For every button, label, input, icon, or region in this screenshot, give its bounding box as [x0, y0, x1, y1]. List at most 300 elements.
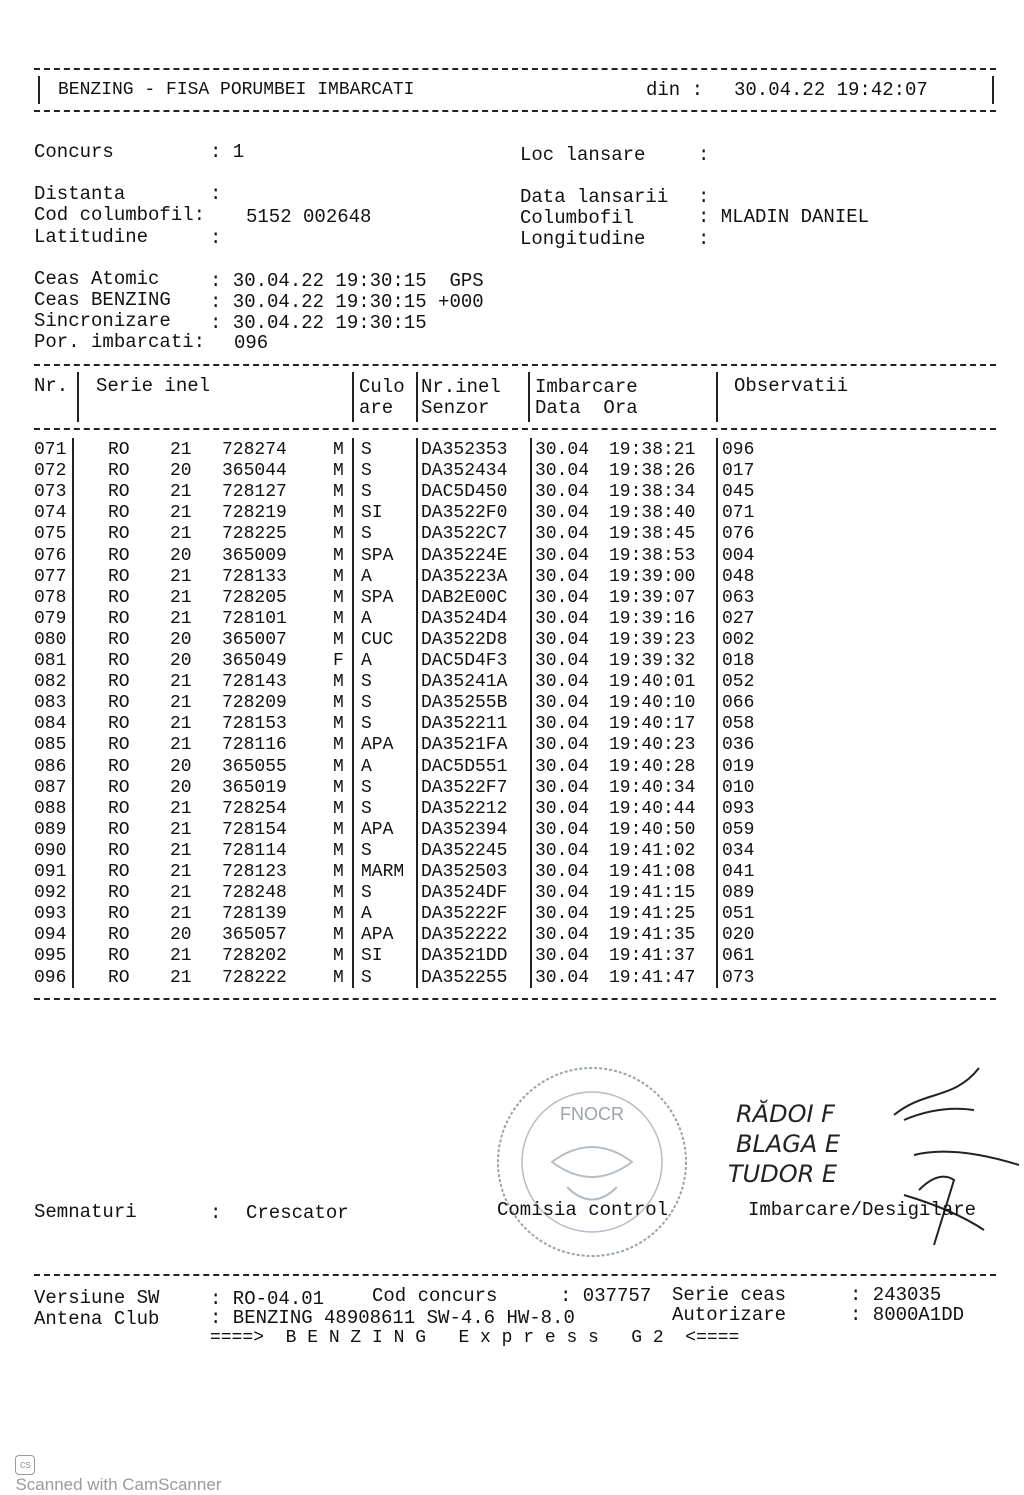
- cell-yr: 21: [170, 735, 192, 756]
- cell-cul: S: [361, 461, 372, 482]
- cell-ora: 19:40:50: [609, 819, 696, 840]
- cell-data: 30.04: [535, 714, 590, 735]
- cell-cul: MARM: [361, 862, 405, 882]
- cell-yr: 20: [170, 756, 192, 777]
- cell-sx: M: [333, 840, 344, 861]
- table-top-border: [34, 364, 996, 366]
- cell-ora: 19:38:40: [609, 503, 696, 524]
- cell-cul: S: [361, 524, 372, 545]
- cell-obs: 066: [722, 693, 755, 714]
- data-lansarii-value: :: [698, 186, 710, 208]
- cell-senzor: DA3521FA: [421, 735, 508, 756]
- cell-data: 30.04: [535, 608, 590, 629]
- header-datetime: 30.04.22 19:42:07: [734, 79, 928, 101]
- antena-club-value: : BENZING 48908611 SW-4.6 HW-8.0: [210, 1307, 575, 1329]
- table-row: [0, 630, 1024, 651]
- table-row: [0, 672, 1024, 693]
- cell-cul: S: [361, 693, 372, 714]
- cell-senzor: DA35222F: [421, 904, 508, 925]
- col-sep-culoare: [352, 372, 354, 422]
- cell-obs: 051: [722, 904, 755, 925]
- cell-cul: APA: [361, 735, 394, 756]
- cell-cul: S: [361, 440, 372, 460]
- cell-cul: S: [361, 714, 372, 735]
- cell-ora: 19:40:28: [609, 756, 696, 777]
- cell-ora: 19:39:16: [609, 608, 696, 629]
- col-sep-observatii: [716, 372, 718, 422]
- table-row: [0, 588, 1024, 609]
- cell-obs: 096: [722, 440, 755, 460]
- cell-obs: 073: [722, 967, 755, 988]
- header-top-border: [34, 68, 996, 70]
- cell-yr: 21: [170, 883, 192, 904]
- comisia-control-label: Comisia control: [497, 1199, 669, 1221]
- cell-sx: M: [333, 693, 344, 714]
- cell-ro: RO: [108, 503, 130, 524]
- cell-num: 365009: [222, 545, 287, 566]
- cell-num: 365057: [222, 925, 287, 946]
- cell-cul: CUC: [361, 629, 394, 650]
- cell-cul: APA: [361, 819, 394, 840]
- cell-yr: 21: [170, 967, 192, 988]
- cell-num: 728153: [222, 714, 287, 735]
- cell-sx: M: [333, 714, 344, 735]
- cell-obs: 061: [722, 946, 755, 967]
- cell-yr: 20: [170, 629, 192, 650]
- cell-senzor: DA35224E: [421, 545, 508, 566]
- cell-data: 30.04: [535, 693, 590, 714]
- cell-senzor: DA35241A: [421, 672, 508, 693]
- cell-ro: RO: [108, 440, 130, 460]
- cell-nr: 084: [34, 714, 67, 735]
- cell-obs: 027: [722, 608, 755, 629]
- table-row: [0, 778, 1024, 799]
- longitudine-label: Longitudine: [520, 228, 646, 250]
- cell-nr: 077: [34, 566, 67, 587]
- cell-sx: M: [333, 672, 344, 693]
- cell-ora: 19:41:47: [609, 967, 696, 988]
- cell-sx: M: [333, 883, 344, 904]
- loc-lansare-value: :: [698, 144, 710, 166]
- cell-nr: 089: [34, 819, 67, 840]
- cell-num: 728139: [222, 904, 287, 925]
- cell-senzor: DA352434: [421, 461, 508, 482]
- cell-ro: RO: [108, 566, 130, 587]
- cell-yr: 20: [170, 651, 192, 671]
- table-row: [0, 482, 1024, 503]
- cell-num: 728254: [222, 798, 287, 819]
- por-imbarcati-value: 096: [234, 332, 269, 354]
- cell-nr: 075: [34, 524, 67, 545]
- cell-nr: 079: [34, 608, 67, 629]
- data-lansarii-label: Data lansarii: [520, 186, 669, 208]
- cell-ro: RO: [108, 819, 130, 840]
- stamp-text: FNOCR: [560, 1104, 624, 1124]
- cell-obs: 048: [722, 566, 755, 587]
- cell-yr: 21: [170, 524, 192, 545]
- cell-senzor: DA352394: [421, 819, 508, 840]
- cell-data: 30.04: [535, 524, 590, 545]
- cell-obs: 071: [722, 503, 755, 524]
- cell-ora: 19:40:17: [609, 714, 696, 735]
- table-row: [0, 968, 1024, 989]
- table-row: [0, 735, 1024, 756]
- columbofil-value: : MLADIN DANIEL: [698, 206, 870, 228]
- cell-senzor: DA352222: [421, 925, 508, 946]
- cell-ora: 19:39:23: [609, 629, 696, 650]
- cell-ora: 19:40:01: [609, 672, 696, 693]
- semnaturi-colon: :: [210, 1202, 222, 1224]
- cell-nr: 071: [34, 440, 67, 460]
- cell-yr: 20: [170, 461, 192, 482]
- cell-obs: 019: [722, 756, 755, 777]
- sincronizare-label: Sincronizare: [34, 310, 171, 332]
- cell-ora: 19:38:53: [609, 545, 696, 566]
- cell-yr: 21: [170, 566, 192, 587]
- cell-obs: 093: [722, 798, 755, 819]
- cell-cul: S: [361, 672, 372, 693]
- cell-ro: RO: [108, 756, 130, 777]
- cell-yr: 20: [170, 777, 192, 798]
- cell-sx: M: [333, 777, 344, 798]
- sig-blaga: BLAGA E: [736, 1130, 841, 1158]
- cell-nr: 094: [34, 925, 67, 946]
- cell-data: 30.04: [535, 651, 590, 671]
- cell-nr: 074: [34, 503, 67, 524]
- cod-concurs-value: : 037757: [560, 1285, 652, 1307]
- cell-ro: RO: [108, 545, 130, 566]
- camscanner-watermark: [6, 1434, 221, 1495]
- col-sep-imbarcare: [528, 372, 530, 422]
- cell-ro: RO: [108, 482, 130, 503]
- cell-yr: 21: [170, 819, 192, 840]
- cell-ro: RO: [108, 714, 130, 735]
- cell-sx: M: [333, 566, 344, 587]
- cell-sx: M: [333, 798, 344, 819]
- cell-sx: M: [333, 756, 344, 777]
- col-header-nr: Nr.: [34, 375, 69, 397]
- cell-num: 728133: [222, 566, 287, 587]
- cell-sx: M: [333, 440, 344, 460]
- cell-ora: 19:38:45: [609, 524, 696, 545]
- distanta-value: :: [210, 183, 222, 205]
- cell-ora: 19:41:15: [609, 883, 696, 904]
- footer-top-border: [34, 1274, 996, 1276]
- cell-data: 30.04: [535, 925, 590, 946]
- cell-cul: A: [361, 904, 372, 925]
- cell-ro: RO: [108, 946, 130, 967]
- cell-obs: 017: [722, 461, 755, 482]
- cell-cul: S: [361, 967, 372, 988]
- cell-cul: SPA: [361, 545, 394, 566]
- longitudine-value: :: [698, 228, 710, 250]
- cell-nr: 088: [34, 798, 67, 819]
- cell-yr: 21: [170, 862, 192, 882]
- cell-nr: 092: [34, 883, 67, 904]
- cell-ro: RO: [108, 904, 130, 925]
- cell-sx: M: [333, 629, 344, 650]
- cell-obs: 020: [722, 925, 755, 946]
- cell-ro: RO: [108, 461, 130, 482]
- cell-sx: M: [333, 482, 344, 503]
- cell-obs: 041: [722, 862, 755, 882]
- cell-yr: 21: [170, 482, 192, 503]
- cell-senzor: DAC5D551: [421, 756, 508, 777]
- cell-ro: RO: [108, 587, 130, 608]
- cell-nr: 085: [34, 735, 67, 756]
- col-header-serie: Serie inel: [96, 375, 211, 397]
- loc-lansare-label: Loc lansare: [520, 144, 646, 166]
- cell-yr: 20: [170, 545, 192, 566]
- cell-num: 728116: [222, 735, 287, 756]
- cell-nr: 093: [34, 904, 67, 925]
- cell-obs: 076: [722, 524, 755, 545]
- ceas-atomic-value: : 30.04.22 19:30:15 GPS: [210, 270, 484, 292]
- cell-cul: A: [361, 566, 372, 587]
- cell-nr: 078: [34, 587, 67, 608]
- ceas-benzing-label: Ceas BENZING: [34, 289, 171, 311]
- cell-num: 728123: [222, 862, 287, 882]
- cell-cul: S: [361, 482, 372, 503]
- col-header-nrinel-2: Senzor: [421, 397, 490, 419]
- table-row: [0, 883, 1024, 904]
- cell-ora: 19:38:26: [609, 461, 696, 482]
- cell-num: 728154: [222, 819, 287, 840]
- cell-senzor: DA352212: [421, 798, 508, 819]
- cell-obs: 063: [722, 587, 755, 608]
- cell-ora: 19:38:34: [609, 482, 696, 503]
- cell-ro: RO: [108, 862, 130, 882]
- cell-num: 365019: [222, 777, 287, 798]
- latitudine-label: Latitudine: [34, 226, 149, 248]
- cod-columbofil-value: 5152 002648: [246, 206, 372, 228]
- cell-num: 365049: [222, 651, 287, 671]
- table-row: [0, 524, 1024, 545]
- cell-ora: 19:41:37: [609, 946, 696, 967]
- antena-club-label: Antena Club: [34, 1308, 160, 1330]
- table-row: [0, 651, 1024, 672]
- cell-num: 365055: [222, 756, 287, 777]
- cell-ora: 19:41:08: [609, 862, 696, 882]
- cell-ora: 19:40:10: [609, 693, 696, 714]
- cell-yr: 21: [170, 440, 192, 460]
- cell-ro: RO: [108, 798, 130, 819]
- cell-ora: 19:39:07: [609, 587, 696, 608]
- cell-ro: RO: [108, 672, 130, 693]
- cell-sx: F: [333, 651, 344, 671]
- cell-nr: 082: [34, 672, 67, 693]
- serie-ceas-value: : 243035: [850, 1284, 942, 1306]
- cell-senzor: DA3522F7: [421, 777, 508, 798]
- official-stamp: [492, 1062, 692, 1262]
- table-row: [0, 440, 1024, 461]
- col-header-imbarcare-1: Imbarcare: [535, 376, 638, 398]
- col-header-nrinel-1: Nr.inel: [421, 376, 501, 398]
- table-row: [0, 925, 1024, 946]
- cell-ora: 19:40:34: [609, 777, 696, 798]
- cell-senzor: DAC5D450: [421, 482, 508, 503]
- cell-senzor: DA3522F0: [421, 503, 508, 524]
- cell-data: 30.04: [535, 946, 590, 967]
- cell-sx: M: [333, 587, 344, 608]
- table-row: [0, 799, 1024, 820]
- cell-cul: A: [361, 608, 372, 629]
- table-row: [0, 503, 1024, 524]
- cell-senzor: DA352211: [421, 714, 508, 735]
- cell-sx: M: [333, 904, 344, 925]
- cell-obs: 058: [722, 714, 755, 735]
- cell-cul: A: [361, 756, 372, 777]
- cell-data: 30.04: [535, 904, 590, 925]
- ceas-benzing-value: : 30.04.22 19:30:15 +000: [210, 291, 484, 313]
- cell-cul: S: [361, 840, 372, 861]
- cell-senzor: DAB2E00C: [421, 587, 508, 608]
- table-row: [0, 841, 1024, 862]
- cell-nr: 090: [34, 840, 67, 861]
- cell-yr: 20: [170, 925, 192, 946]
- cell-ora: 19:41:25: [609, 904, 696, 925]
- columbofil-label: Columbofil: [520, 207, 635, 229]
- table-row: [0, 820, 1024, 841]
- cell-ora: 19:41:02: [609, 840, 696, 861]
- crescator-label: Crescator: [246, 1202, 349, 1224]
- cell-obs: 045: [722, 482, 755, 503]
- cell-nr: 076: [34, 545, 67, 566]
- cell-data: 30.04: [535, 566, 590, 587]
- table-bottom-border: [34, 998, 996, 1000]
- header-left-border: [38, 76, 40, 104]
- cell-data: 30.04: [535, 461, 590, 482]
- cell-yr: 21: [170, 693, 192, 714]
- cell-ro: RO: [108, 524, 130, 545]
- col-header-imbarcare-2: Data Ora: [535, 397, 638, 419]
- cell-num: 728225: [222, 524, 287, 545]
- cod-columbofil-label: Cod columbofil:: [34, 204, 206, 226]
- cell-ro: RO: [108, 693, 130, 714]
- cell-num: 728101: [222, 608, 287, 629]
- cell-ro: RO: [108, 967, 130, 988]
- sig-raboi: RĂDOI F: [736, 1100, 835, 1128]
- cell-cul: SI: [361, 503, 383, 524]
- table-row: [0, 461, 1024, 482]
- cell-cul: S: [361, 798, 372, 819]
- distanta-label: Distanta: [34, 183, 126, 205]
- por-imbarcati-label: Por. imbarcati:: [34, 331, 206, 353]
- cod-concurs-label: Cod concurs: [372, 1285, 498, 1307]
- autorizare-value: : 8000A1DD: [850, 1304, 965, 1326]
- cell-nr: 096: [34, 967, 67, 988]
- cell-obs: 059: [722, 819, 755, 840]
- cell-ro: RO: [108, 925, 130, 946]
- cell-sx: M: [333, 524, 344, 545]
- cell-cul: APA: [361, 925, 394, 946]
- imbarcare-desigilare-label: Imbarcare/Desigilare: [748, 1199, 977, 1221]
- cell-data: 30.04: [535, 840, 590, 861]
- handwritten-signatures: [724, 1060, 1024, 1260]
- cell-sx: M: [333, 862, 344, 882]
- cell-num: 365007: [222, 629, 287, 650]
- table-row: [0, 693, 1024, 714]
- cell-yr: 21: [170, 946, 192, 967]
- camscanner-icon: cs: [15, 1455, 35, 1475]
- cell-senzor: DA352245: [421, 840, 508, 861]
- cell-senzor: DA3524DF: [421, 883, 508, 904]
- cell-sx: M: [333, 967, 344, 988]
- cell-data: 30.04: [535, 545, 590, 566]
- cell-num: 728143: [222, 672, 287, 693]
- sincronizare-value: : 30.04.22 19:30:15: [210, 312, 427, 334]
- cell-sx: M: [333, 503, 344, 524]
- cell-sx: M: [333, 461, 344, 482]
- semnaturi-label: Semnaturi: [34, 1201, 137, 1223]
- cell-cul: SI: [361, 946, 383, 967]
- cell-obs: 018: [722, 651, 755, 671]
- document-title: BENZING - FISA PORUMBEI IMBARCATI: [58, 80, 415, 100]
- cell-ora: 19:41:35: [609, 925, 696, 946]
- cell-num: 728222: [222, 967, 287, 988]
- versiune-sw-label: Versiune SW: [34, 1287, 160, 1309]
- cell-ro: RO: [108, 735, 130, 756]
- cell-obs: 004: [722, 545, 755, 566]
- cell-obs: 034: [722, 840, 755, 861]
- cell-ro: RO: [108, 883, 130, 904]
- versiune-sw-value: : RO-04.01: [210, 1288, 325, 1310]
- cell-data: 30.04: [535, 967, 590, 988]
- camscanner-text: Scanned with CamScanner: [15, 1474, 222, 1494]
- cell-yr: 21: [170, 904, 192, 925]
- cell-num: 728274: [222, 440, 287, 460]
- cell-num: 728114: [222, 840, 287, 861]
- col-sep-nrinel: [416, 372, 418, 422]
- cell-yr: 21: [170, 714, 192, 735]
- cell-ora: 19:40:44: [609, 798, 696, 819]
- cell-senzor: DA3522D8: [421, 629, 508, 650]
- din-label: din :: [646, 79, 704, 101]
- cell-num: 728248: [222, 883, 287, 904]
- cell-nr: 073: [34, 482, 67, 503]
- cell-data: 30.04: [535, 777, 590, 798]
- cell-nr: 095: [34, 946, 67, 967]
- cell-yr: 21: [170, 587, 192, 608]
- cell-obs: 036: [722, 735, 755, 756]
- cell-obs: 052: [722, 672, 755, 693]
- table-row: [0, 714, 1024, 735]
- table-row: [0, 904, 1024, 925]
- cell-senzor: DA3522C7: [421, 524, 508, 545]
- serie-ceas-label: Serie ceas: [672, 1284, 787, 1306]
- cell-yr: 21: [170, 672, 192, 693]
- table-header-bottom-border: [34, 428, 996, 430]
- cell-data: 30.04: [535, 883, 590, 904]
- cell-nr: 072: [34, 461, 67, 482]
- cell-obs: 002: [722, 629, 755, 650]
- cell-data: 30.04: [535, 672, 590, 693]
- cell-cul: S: [361, 883, 372, 904]
- cell-sx: M: [333, 545, 344, 566]
- cell-data: 30.04: [535, 862, 590, 882]
- cell-ora: 19:39:32: [609, 651, 696, 671]
- cell-sx: M: [333, 946, 344, 967]
- table-row: [0, 567, 1024, 588]
- cell-senzor: DA352255: [421, 967, 508, 988]
- col-header-culoare-2: are: [359, 397, 394, 419]
- cell-num: 728209: [222, 693, 287, 714]
- cell-ro: RO: [108, 840, 130, 861]
- cell-yr: 21: [170, 798, 192, 819]
- cell-sx: M: [333, 735, 344, 756]
- cell-sx: M: [333, 608, 344, 629]
- cell-yr: 21: [170, 503, 192, 524]
